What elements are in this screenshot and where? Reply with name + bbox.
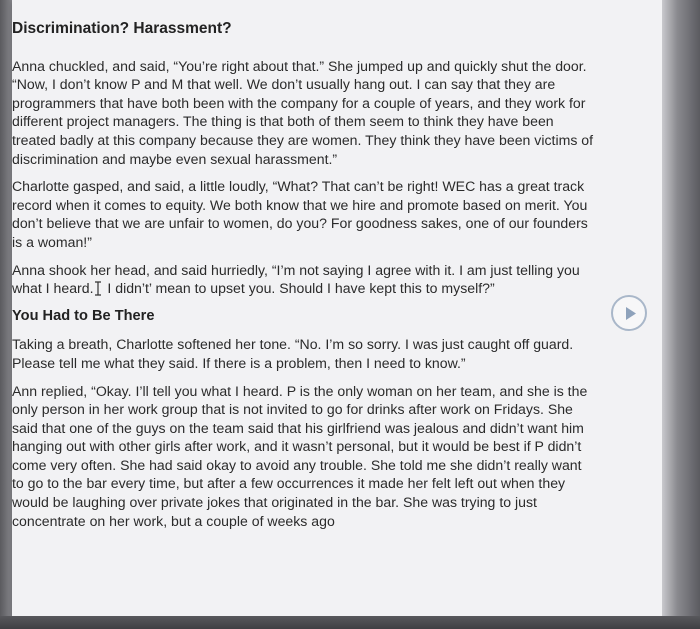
section-heading: Discrimination? Harassment? [12, 20, 232, 37]
paragraph: Taking a breath, Charlotte softened her tone. “No. I’m so sorry. I was just caught off guard. Please tell me what they said. If there is a problem, then I need to know.” [12, 336, 574, 371]
text-cursor-icon [94, 281, 102, 295]
play-button[interactable] [611, 295, 647, 331]
paragraph-text: I didn’t’ mean to upset you. Should I have kept this to myself?” [107, 280, 495, 297]
paragraph: Anna chuckled, and said, “You’re right about that.” She jumped up and quickly shut the door. “Now, I don’t know P and M that well. We don’t usually hang out. I can say that they are programmers that have both been with the company for a couple of years, and they work for different project managers. The thing is that both of them seem to think they have been treated badly at this company because they are women. They think they have been victims of discrimination and maybe even sexual harassment.” [12, 57, 594, 167]
paragraph: Charlotte gasped, and said, a little loudly, “What? That can’t be right! WEC has a great track record when it comes to equity. We both know that we hire and promote based on merit. You don’t believe that we are unfair to women, do you? For goodness sakes, one of our founders is a woman!” [12, 178, 588, 250]
screen-bottom-edge [0, 616, 700, 629]
document-content [12, 14, 596, 539]
paragraph [12, 261, 596, 298]
play-icon [622, 305, 638, 322]
subsection-heading: You Had to Be There [12, 307, 155, 324]
paragraph: Ann replied, “Okay. I’ll tell you what I heard. P is the only woman on her team, and she is the only person in her work group that is not invited to go for drinks after work on Fridays. She said that one of the guys on the team said that his girlfriend was jealous and didn’t want him hanging out with other girls after work, and it wasn’t personal, but it would be best if P didn’t come very often. She had said okay to avoid any trouble. She told me she didn’t really want to go to the bar every time, but after a few occurrences it made her felt left out when they would be laughing over private jokes that originated in the bar. She was trying to just concentrate on her work, but a couple of weeks ago [12, 382, 588, 529]
paragraph-text: Anna shook her head, and said hurriedly, “I’m not saying I agree with it. I am just telling you what I heard. [12, 261, 580, 297]
screen-right-edge [662, 0, 700, 616]
